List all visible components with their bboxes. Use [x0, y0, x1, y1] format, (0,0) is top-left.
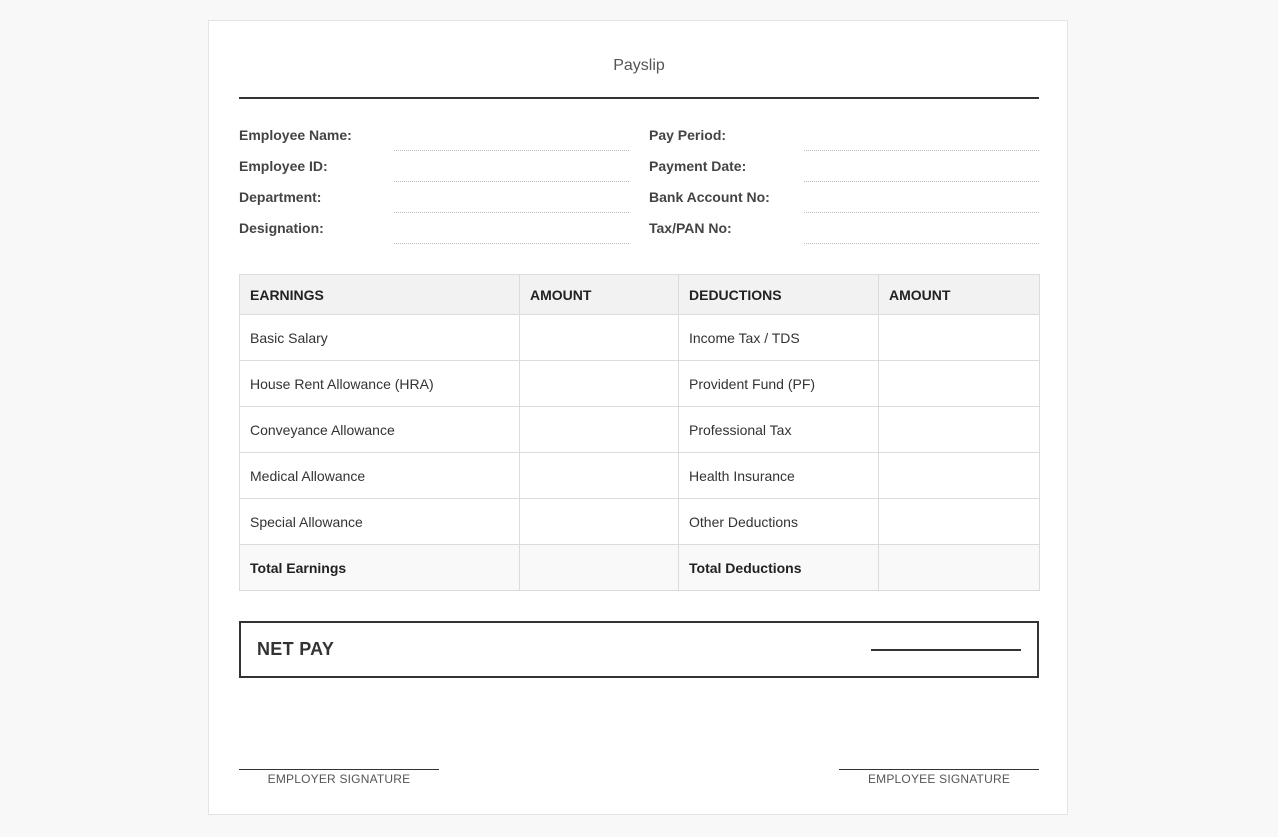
- deduction-amount-cell[interactable]: [879, 453, 1040, 499]
- total-deductions-amount[interactable]: [879, 545, 1040, 591]
- deduction-label: Professional Tax: [679, 407, 879, 453]
- title-divider: [239, 97, 1039, 99]
- table-row: [240, 361, 1040, 407]
- earning-amount-cell[interactable]: [520, 361, 679, 407]
- earning-amount-cell[interactable]: [520, 453, 679, 499]
- employer-signature-label: EMPLOYER SIGNATURE: [267, 772, 411, 786]
- designation-field[interactable]: [394, 243, 629, 244]
- department-label: Department:: [239, 189, 322, 205]
- deduction-amount-cell[interactable]: [879, 499, 1040, 545]
- deductions-amount-header: AMOUNT: [879, 275, 1040, 315]
- table-row: [240, 499, 1040, 545]
- earnings-amount-header: AMOUNT: [520, 275, 679, 315]
- employee-id-label: Employee ID:: [239, 158, 328, 174]
- deduction-label: Income Tax / TDS: [679, 315, 879, 361]
- employee-id-field[interactable]: [394, 181, 629, 182]
- totals-row: [240, 545, 1040, 591]
- payment-date-label: Payment Date:: [649, 158, 747, 174]
- total-earnings-label: Total Earnings: [240, 545, 520, 591]
- payslip-sheet: [208, 20, 1068, 815]
- employee-name-label: Employee Name:: [239, 127, 352, 143]
- deduction-amount-cell[interactable]: [879, 407, 1040, 453]
- earnings-header: EARNINGS: [240, 275, 520, 315]
- deduction-label: Provident Fund (PF): [679, 361, 879, 407]
- deduction-label: Health Insurance: [679, 453, 879, 499]
- employee-name-field[interactable]: [394, 150, 629, 151]
- net-pay-box: [239, 621, 1039, 678]
- tax-pan-field[interactable]: [804, 243, 1039, 244]
- total-earnings-amount[interactable]: [520, 545, 679, 591]
- deduction-amount-cell[interactable]: [879, 315, 1040, 361]
- earning-amount-cell[interactable]: [520, 499, 679, 545]
- payment-date-field[interactable]: [804, 181, 1039, 182]
- bank-account-label: Bank Account No:: [649, 189, 770, 205]
- table-row: [240, 315, 1040, 361]
- table-header-row: [240, 275, 1040, 315]
- total-deductions-label: Total Deductions: [679, 545, 879, 591]
- document-title: Payslip: [613, 57, 665, 74]
- designation-label: Designation:: [239, 220, 324, 236]
- earnings-deductions-table: [239, 274, 1040, 591]
- pay-period-label: Pay Period:: [649, 127, 727, 143]
- net-pay-value-line[interactable]: [871, 649, 1021, 651]
- employee-signature-label: EMPLOYEE SIGNATURE: [867, 772, 1011, 786]
- table-row: [240, 453, 1040, 499]
- deduction-label: Other Deductions: [679, 499, 879, 545]
- earning-label: House Rent Allowance (HRA): [240, 361, 520, 407]
- deductions-header: DEDUCTIONS: [679, 275, 879, 315]
- department-field[interactable]: [394, 212, 629, 213]
- earning-label: Basic Salary: [240, 315, 520, 361]
- deduction-amount-cell[interactable]: [879, 361, 1040, 407]
- employer-signature-line[interactable]: [239, 769, 439, 786]
- pay-period-field[interactable]: [804, 150, 1039, 151]
- earning-label: Medical Allowance: [240, 453, 520, 499]
- earning-label: Special Allowance: [240, 499, 520, 545]
- net-pay-label: NET PAY: [257, 639, 335, 659]
- employee-signature-line[interactable]: [839, 769, 1039, 786]
- tax-pan-label: Tax/PAN No:: [649, 220, 732, 236]
- earning-amount-cell[interactable]: [520, 407, 679, 453]
- table-row: [240, 407, 1040, 453]
- bank-account-field[interactable]: [804, 212, 1039, 213]
- earning-label: Conveyance Allowance: [240, 407, 520, 453]
- earning-amount-cell[interactable]: [520, 315, 679, 361]
